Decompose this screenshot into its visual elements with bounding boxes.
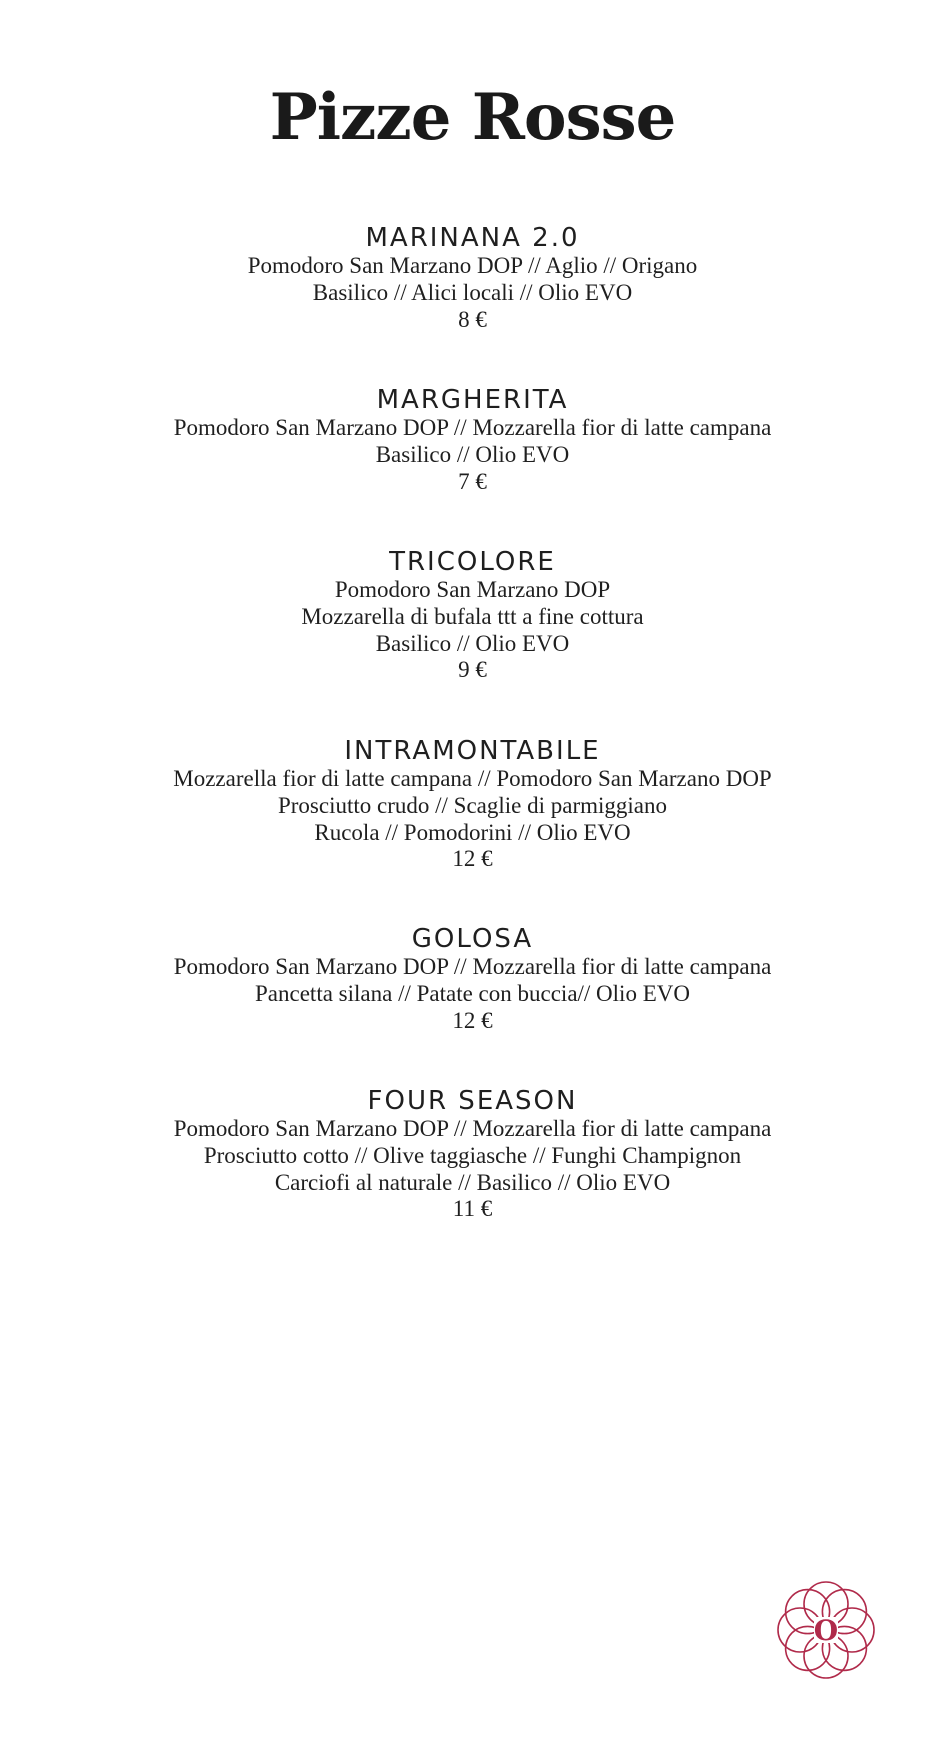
menu-item [0,223,945,333]
menu-item-ingredients: Basilico // Olio EVO [375,630,570,656]
menu-item-price: 8 € [458,306,487,332]
menu-item-price: 11 € [452,1196,493,1222]
menu-item [0,736,945,873]
page-title: Pizze Rosse [269,80,676,155]
menu-item-name: FOUR SEASON [367,1086,578,1116]
menu-item-name: MARGHERITA [376,385,569,415]
menu-item-ingredients: Mozzarella di bufala ttt a fine cottura [301,603,644,629]
menu-item-ingredients: Pomodoro San Marzano DOP // Mozzarella fior di latte campana [173,415,772,440]
menu-item-ingredients: Pomodoro San Marzano DOP // Mozzarella fior di latte campana [173,1116,772,1141]
menu-item-price: 7 € [458,468,487,494]
menu-item-ingredients: Basilico // Olio EVO [375,441,570,467]
menu-item-ingredients: Pancetta silana // Patate con buccia// Olio EVO [255,980,690,1006]
menu-item-ingredients: Pomodoro San Marzano DOP // Aglio // Origano [247,253,698,278]
menu-item [0,547,945,684]
menu-item-ingredients: Rucola // Pomodorini // Olio EVO [314,819,631,845]
menu-item-price: 12 € [452,846,493,872]
menu-item-ingredients: Pomodoro San Marzano DOP // Mozzarella fior di latte campana [173,954,772,979]
menu-item-ingredients: Carciofi al naturale // Basilico // Olio EVO [274,1169,671,1195]
menu-item-name: INTRAMONTABILE [344,736,601,766]
menu-item-ingredients: Mozzarella fior di latte campana // Pomodoro San Marzano DOP [173,766,772,791]
menu-item-name: MARINANA 2.0 [365,223,580,253]
logo-letter: O [813,1614,839,1647]
menu-item-name: GOLOSA [411,924,534,954]
menu-item-ingredients: Prosciutto cotto // Olive taggiasche // Funghi Champignon [203,1142,742,1168]
menu-item [0,385,945,495]
menu-item-ingredients: Basilico // Alici locali // Olio EVO [312,279,633,305]
menu-item-price: 9 € [458,657,487,683]
menu-item [0,924,945,1034]
menu-item-name: TRICOLORE [389,547,556,577]
menu-item-ingredients: Pomodoro San Marzano DOP [334,577,611,602]
menu-item-ingredients: Prosciutto crudo // Scaglie di parmiggiano [277,792,667,818]
menu-item [0,1086,945,1223]
menu-item-price: 12 € [452,1007,493,1033]
floral-o-logo-icon [770,1574,882,1686]
